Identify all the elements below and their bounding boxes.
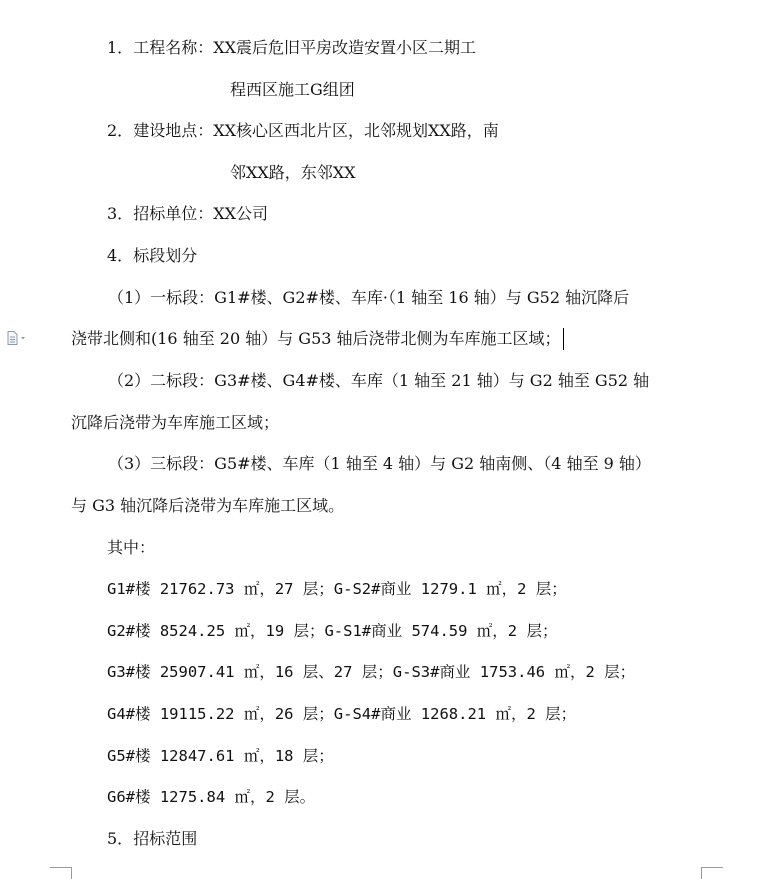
section-1-line-2: 浇带北侧和(16 轴至 20 轴）与 G53 轴后浇带北侧为车库施工区域； [71, 329, 561, 348]
page-corner-mark-left [50, 867, 72, 878]
building-line-g4: G4#楼 19115.22 ㎡，26 层；G-S4#商业 1268.21 ㎡，2 层； [107, 705, 577, 723]
item-2-number: 2． [107, 121, 134, 140]
section-1-line-1: （1）一标段：G1#楼、G2#楼、车库·（1 轴至 16 轴）与 G52 轴沉降后 [108, 288, 630, 307]
among-label: 其中： [107, 538, 156, 557]
section-3-line-1: （3）三标段：G5#楼、车库（1 轴至 4 轴）与 G2 轴南侧、（4 轴至 9 轴） [108, 454, 651, 473]
building-line-g5: G5#楼 12847.61 ㎡，18 层； [107, 747, 334, 765]
building-line-g2: G2#楼 8524.25 ㎡，19 层；G-S1#商业 574.59 ㎡，2 层； [107, 622, 558, 640]
text-cursor [563, 328, 564, 350]
item-5-text: 招标范围 [133, 829, 198, 848]
item-2-text: 建设地点：XX核心区西北片区，北邻规划XX路，南 [133, 121, 499, 140]
item-4-number: 4． [107, 246, 134, 265]
document-icon[interactable] [6, 331, 28, 345]
item-1-text: 工程名称：XX震后危旧平房改造安置小区二期工 [133, 38, 476, 57]
page-corner-mark-right [701, 867, 723, 878]
section-2-line-2: 沉降后浇带为车库施工区域； [71, 413, 280, 432]
section-3-line-2: 与 G3 轴沉降后浇带为车库施工区域。 [71, 496, 345, 515]
building-line-g1: G1#楼 21762.73 ㎡，27 层；G-S2#商业 1279.1 ㎡，2 层； [107, 580, 567, 598]
item-5-line [107, 829, 197, 849]
section-2-line-1: （2）二标段：G3#楼、G4#楼、车库（1 轴至 21 轴）与 G2 轴至 G52 轴 [108, 371, 650, 390]
item-1-number: 1． [107, 38, 134, 57]
item-2-line-1 [107, 121, 499, 141]
item-3-text: 招标单位：XX公司 [133, 204, 268, 223]
item-5-number: 5． [107, 829, 134, 848]
item-3-line [107, 204, 268, 224]
item-1-line-1 [107, 38, 476, 58]
item-2-line-2: 邻XX路，东邻XX [230, 163, 356, 182]
item-4-text: 标段划分 [133, 246, 198, 265]
item-3-number: 3． [107, 204, 134, 223]
building-line-g6: G6#楼 1275.84 ㎡，2 层。 [107, 788, 316, 806]
building-line-g3: G3#楼 25907.41 ㎡，16 层、27 层；G-S3#商业 1753.46 ㎡，2 层； [107, 663, 636, 681]
item-1-line-2: 程西区施工G组团 [230, 80, 355, 99]
item-4-line [107, 246, 197, 266]
